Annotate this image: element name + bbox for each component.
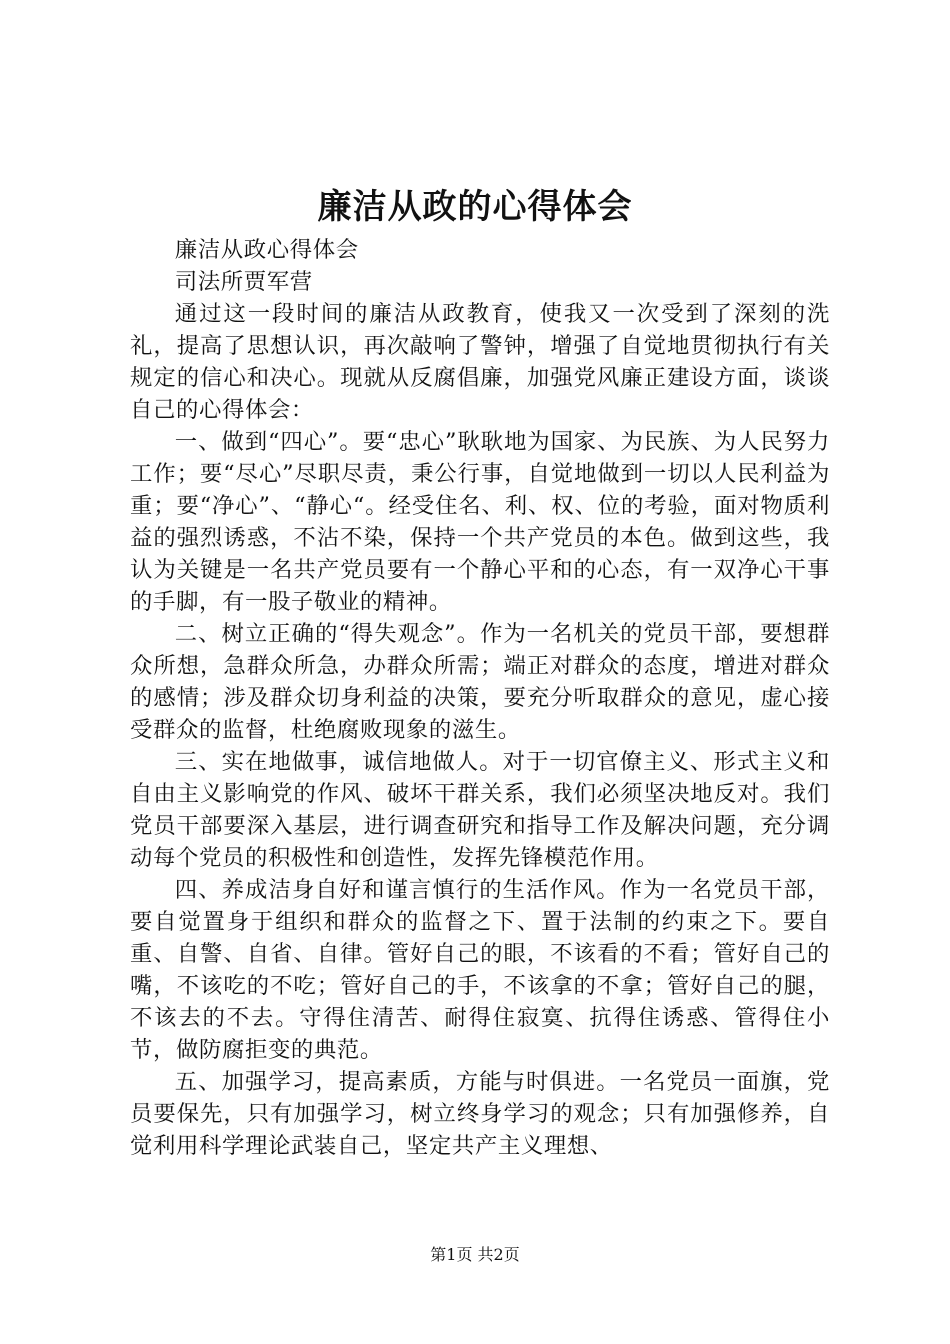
document-body [130,234,830,1162]
paragraph-point-2: 二、树立正确的“得失观念”。作为一名机关的党员干部，要想群众所想，急群众所急，办群众所需；端正对群众的态度，增进对群众的感情；涉及群众切身利益的决策，要充分听取群众的意见，虚心接受群众的监督，杜绝腐败现象的滋生。 [130,621,830,743]
paragraph-point-5: 五、加强学习，提高素质，方能与时俱进。一名党员一面旗，党员要保先，只有加强学习，树立终身学习的观念；只有加强修养，自觉利用科学理论武装自己，坚定共产主义理想、 [130,1069,830,1159]
document-title: 廉洁从政的心得体会 [317,187,633,227]
paragraph-subtitle: 廉洁从政心得体会 [174,237,359,263]
paragraph-point-4: 四、养成洁身自好和谨言慎行的生活作风。作为一名党员干部，要自觉置身于组织和群众的监督之下、置于法制的约束之下。要自重、自警、自省、自律。管好自己的眼，不该看的不看；管好自己的嘴，不该吃的不吃；管好自己的手，不该拿的不拿；管好自己的腿，不该去的不去。守得住清苦、耐得住寂寞、抗得住诱惑、管得住小节，做防腐拒变的典范。 [130,877,830,1063]
paragraph-point-3: 三、实在地做事，诚信地做人。对于一切官僚主义、形式主义和自由主义影响党的作风、破坏干群关系，我们必须坚决地反对。我们党员干部要深入基层，进行调查研究和指导工作及解决问题，充分调动每个党员的积极性和创造性，发挥先锋模范作用。 [130,749,830,871]
page-footer: 第1页 共2页 [430,1245,520,1264]
paragraph-intro: 通过这一段时间的廉洁从政教育，使我又一次受到了深刻的洗礼，提高了思想认识，再次敲响了警钟，增强了自觉地贯彻执行有关规定的信心和决心。现就从反腐倡廉，加强党风廉正建设方面，谈谈自己的心得体会： [130,301,830,423]
paragraph-point-1: 一、做到“四心”。要“忠心”耿耿地为国家、为民族、为人民努力工作；要“尽心”尽职尽责，秉公行事，自觉地做到一切以人民利益为重；要“净心”、“静心“。经受住名、利、权、位的考验，面对物质利益的强烈诱惑，不沾不染，保持一个共产党员的本色。做到这些，我认为关键是一名共产党员要有一个静心平和的心态，有一双净心干事的手脚，有一股子敬业的精神。 [130,429,830,615]
paragraph-author: 司法所贾军营 [174,269,313,295]
